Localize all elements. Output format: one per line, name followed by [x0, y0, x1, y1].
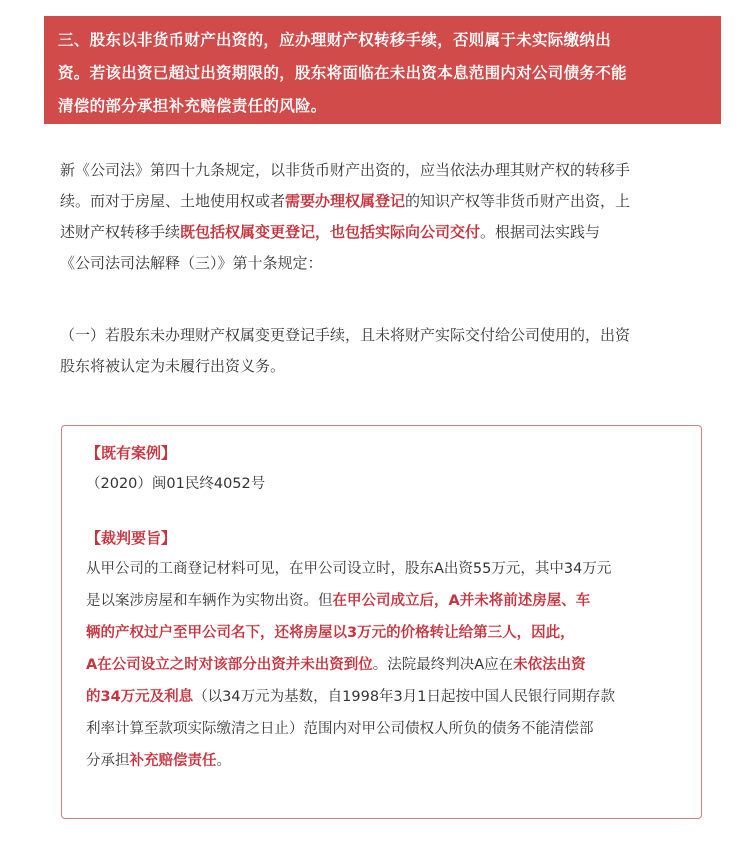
- ruling-text-part: 。法院最终判决A应在: [372, 657, 514, 673]
- ruling-line-1: 从甲公司的工商登记材料可见，在甲公司设立时，股东A出资55万元，其中34万元: [86, 561, 612, 577]
- ruling-highlight: 在甲公司成立后，A并未将前述房屋、车: [332, 593, 591, 609]
- ruling-highlight: 的34万元及利息: [86, 689, 194, 705]
- intro-line-3: [60, 217, 710, 248]
- ruling-line-3: 辆的产权过户至甲公司名下，还将房屋以3万元的价格转让给第三人，因此，: [86, 625, 575, 641]
- case-heading-existing: 【既有案例】: [86, 444, 177, 462]
- intro-line-2: [60, 186, 710, 217]
- intro-text: 述财产权转移手续: [60, 223, 181, 241]
- ruling-line-4: [86, 649, 686, 681]
- ruling-line-6: 利率计算至款项实际缴清之日止）范围内对甲公司债权人所负的债务不能清偿部: [86, 721, 594, 737]
- intro-text: 续。而对于房屋、土地使用权或者: [60, 192, 286, 210]
- banner-line-1: 三、股东以非货币财产出资的，应办理财产权转移手续，否则属于未实际缴纳出: [58, 31, 612, 49]
- banner-line-3: 清偿的部分承担补充赔偿责任的风险。: [58, 97, 327, 115]
- highlight-registration: 需要办理权属登记: [285, 192, 406, 210]
- rule-line-1: （一）若股东未办理财产权属变更登记手续，且未将财产实际交付给公司使用的，出资: [60, 326, 631, 344]
- banner-line-2: 资。若该出资已超过出资期限的，股东将面临在未出资本息范围内对公司债务不能: [58, 64, 627, 82]
- ruling-line-2: [86, 585, 686, 617]
- intro-paragraph: [60, 155, 710, 279]
- ruling-highlight: 补充赔偿责任: [129, 753, 217, 769]
- ruling-line-7: [86, 745, 686, 777]
- intro-line-4: 《公司法司法解释（三）》第十条规定：: [60, 254, 323, 272]
- ruling-text-part: （以34万元为基数，自1998年3月1日起按中国人民银行同期存款: [193, 689, 615, 705]
- case-number: （2020）闽01民终4052号: [86, 476, 266, 492]
- ruling-highlight: 未依法出资: [513, 657, 586, 673]
- ruling-text-part: 分承担: [86, 753, 130, 769]
- intro-line-1: 新《公司法》第四十九条规定，以非货币财产出资的，应当依法办理其财产权的转移手: [60, 161, 631, 179]
- ruling-line-5: [86, 681, 686, 713]
- case-content: [86, 439, 686, 777]
- case-heading-ruling: 【裁判要旨】: [86, 529, 177, 547]
- ruling-highlight: A在公司设立之时对该部分出资并未出资到位: [86, 657, 373, 673]
- highlight-transfer: 既包括权属变更登记，也包括实际向公司交付: [180, 223, 481, 241]
- section-heading-banner: [44, 16, 721, 124]
- intro-text: 的知识产权等非货币财产出资，上: [405, 192, 631, 210]
- case-box: [61, 425, 702, 819]
- intro-text: 。根据司法实践与: [480, 223, 601, 241]
- ruling-text-part: 。: [216, 753, 231, 769]
- rule-line-2: 股东将被认定为未履行出资义务。: [60, 357, 286, 375]
- ruling-text: [86, 553, 686, 777]
- ruling-text-part: 是以案涉房屋和车辆作为实物出资。但: [86, 593, 333, 609]
- rule-paragraph: [60, 320, 710, 382]
